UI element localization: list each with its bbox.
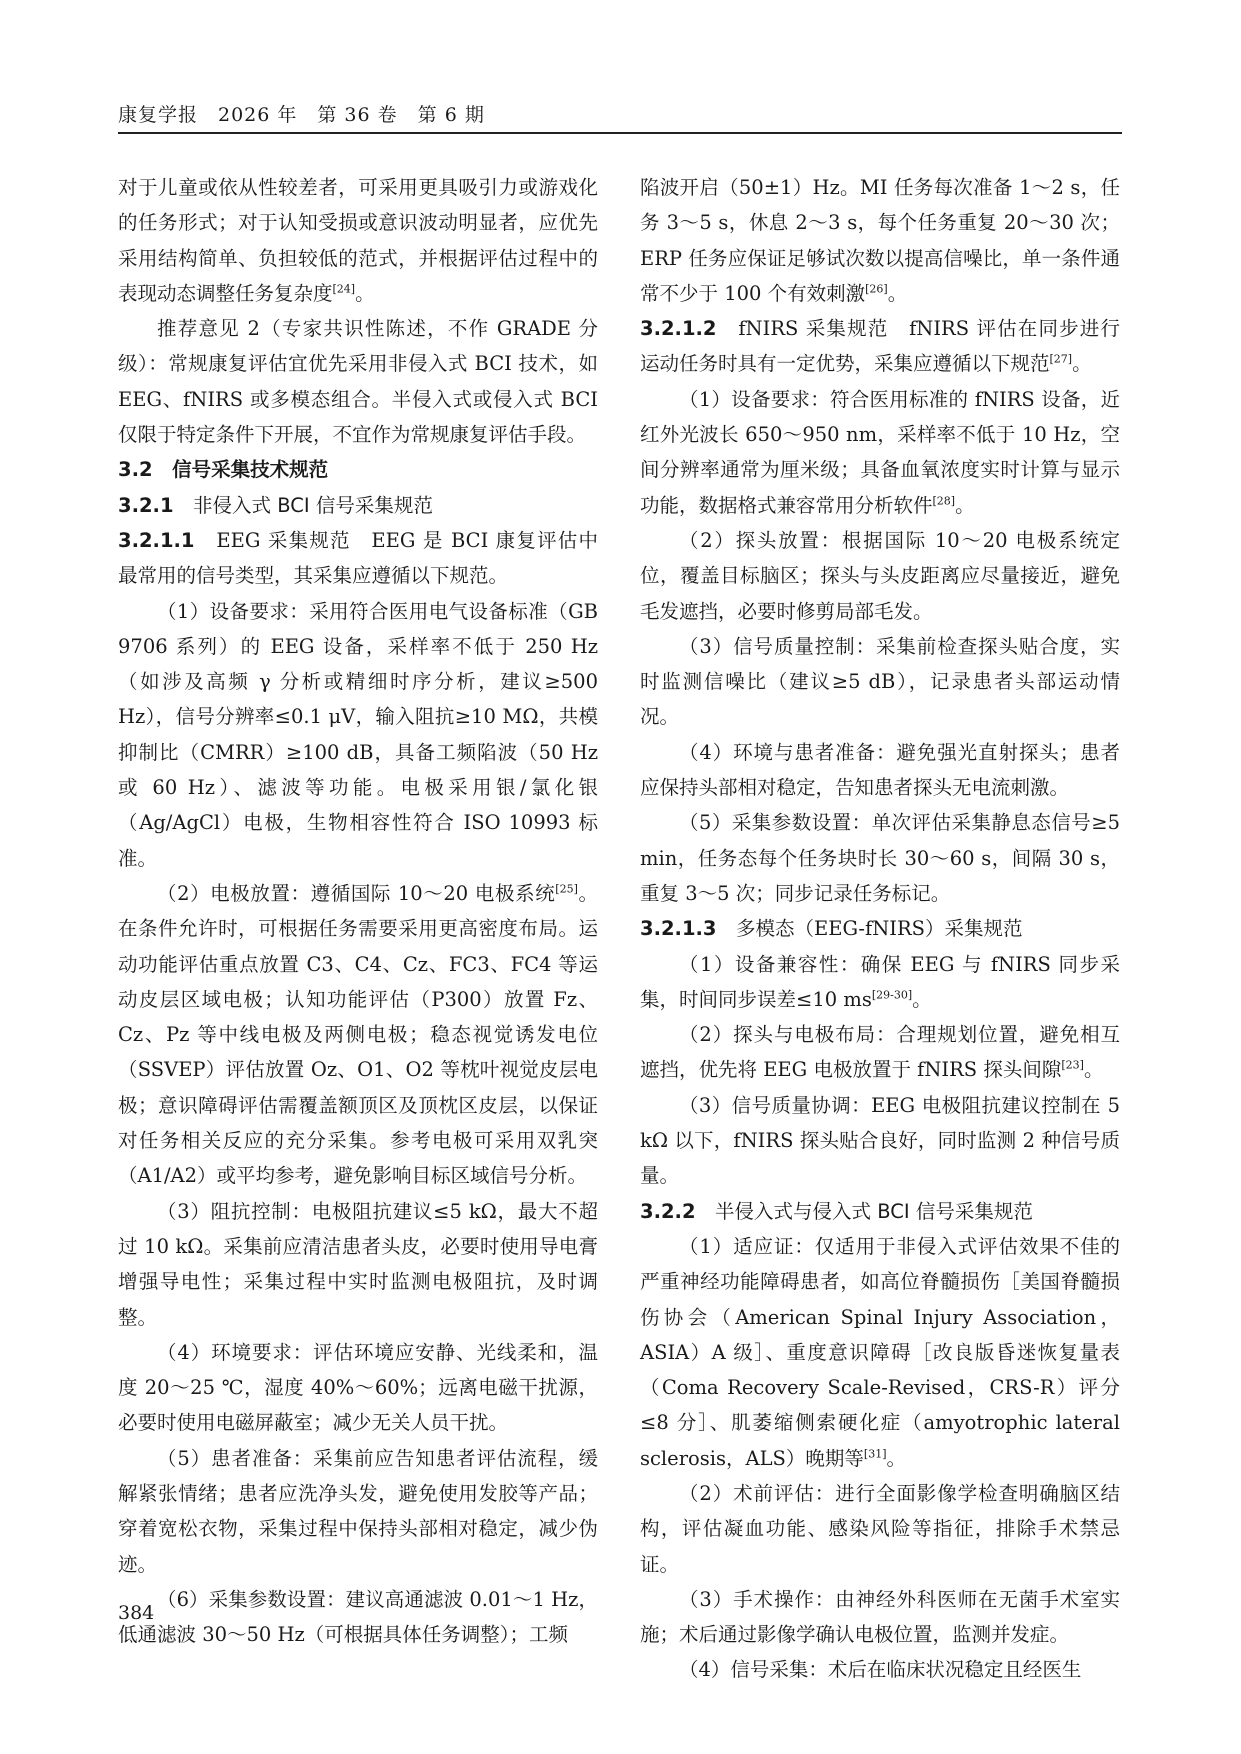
section-heading (118, 452, 598, 487)
subsection-number: 3.2.2 (640, 1199, 696, 1223)
subsubsection-number: 3.2.1.2 (640, 317, 717, 341)
subsubsection-number: 3.2.1.3 (640, 917, 717, 941)
subsection-heading (118, 488, 598, 523)
paragraph-text: （1）设备要求：符合医用标准的 fNIRS 设备，近红外光波长 650～950 nm，采样率不低于 10 Hz，空间分辨率通常为厘米级；具备血氧浓度实时计算与显示功能，数据格式兼容常用分析软件 (640, 387, 1120, 517)
subsubsection-title: 多模态（EEG-fNIRS）采集规范 (736, 917, 1023, 941)
paragraph-text: （2）术前评估：进行全面影像学检查明确脑区结构，评估凝血功能、感染风险等指征，排除手术禁忌证。 (640, 1481, 1120, 1576)
paragraph (640, 1017, 1120, 1088)
paragraph (640, 1652, 1120, 1687)
subsubsection-text: fNIRS 评估在同步进行运动任务时具有一定优势，采集应遵循以下规范 (640, 317, 1120, 376)
paragraph (118, 1194, 598, 1335)
paragraph (640, 523, 1120, 629)
paragraph (640, 805, 1120, 911)
page-number: 384 (118, 1602, 155, 1624)
paragraph-tail: 。 (887, 281, 908, 305)
subsection-heading (640, 1194, 1120, 1229)
subsubsection-heading (640, 911, 1120, 946)
subsection-title: 非侵入式 BCI 信号采集规范 (193, 493, 433, 517)
paragraph-tail: 。 (1072, 352, 1092, 376)
paragraph-text: （5）患者准备：采集前应告知患者评估流程，缓解紧张情绪；患者应洗净头发，避免使用发胶等产品；穿着宽松衣物，采集过程中保持头部相对稳定，减少伪迹。 (118, 1446, 598, 1576)
subsection-title: 半侵入式与侵入式 BCI 信号采集规范 (715, 1199, 1033, 1223)
header-rule (118, 132, 1122, 134)
paragraph (640, 1582, 1120, 1653)
paragraph (640, 629, 1120, 735)
paragraph-text: （5）采集参数设置：单次评估采集静息态信号≥5 min，任务态每个任务块时长 30～60 s，间隔 30 s，重复 3～5 次；同步记录任务标记。 (640, 811, 1120, 905)
paragraph (118, 594, 598, 876)
subsubsection-heading (640, 311, 1120, 382)
paragraph-tail: 。 (355, 281, 375, 305)
citation-ref: [26] (865, 282, 888, 296)
citation-ref: [23] (1061, 1058, 1084, 1072)
paragraph-text: （1）设备要求：采用符合医用电气设备标准（GB 9706 系列）的 EEG 设备，采样率不低于 250 Hz（如涉及高频 γ 分析或精细时序分析，建议≥500 Hz），信号分辨率≤0.1 μV，输入阻抗≥10 MΩ，共模抑制比（CMRR）≥100 dB，具备工频陷波（50 Hz 或 60 Hz）、滤波等功能。电极采用银/氯化银（Ag/AgCl）电极，生物相容性符合 ISO 10993 标准。 (118, 599, 598, 870)
citation-ref: [27] (1049, 352, 1073, 366)
paragraph (640, 1088, 1120, 1194)
paragraph-text: （4）信号采集：术后在临床状况稳定且经医生 (679, 1658, 1082, 1682)
paragraph-text: 陷波开启（50±1）Hz。MI 任务每次准备 1～2 s，任务 3～5 s，休息 2～3 s，每个任务重复 20～30 次；ERP 任务应保证足够试次数以提高信噪比，单一条件通常不少于 100 个有效刺激 (640, 176, 1120, 305)
paragraph-text: （2）探头放置：根据国际 10～20 电极系统定位，覆盖目标脑区；探头与头皮距离应尽量接近，避免毛发遮挡，必要时修剪局部毛发。 (640, 528, 1120, 623)
paragraph-tail: 。 (912, 987, 932, 1011)
paragraph-text: 对于儿童或依从性较差者，可采用更具吸引力或游戏化的任务形式；对于认知受损或意识波动明显者，应优先采用结构简单、负担较低的范式，并根据评估过程中的表现动态调整任务复杂度 (118, 176, 598, 305)
paragraph (640, 382, 1120, 523)
subsubsection-number: 3.2.1.1 (118, 528, 195, 552)
paragraph-text: （6）采集参数设置：建议高通滤波 0.01～1 Hz，低通滤波 30～50 Hz（可根据具体任务调整）；工频 (118, 1587, 598, 1647)
paragraph (118, 170, 598, 311)
right-column (640, 170, 1120, 1688)
paragraph (118, 1335, 598, 1441)
subsubsection-title: EEG 采集规范 (216, 528, 351, 552)
paragraph-text: （4）环境与患者准备：避免强光直射探头；患者应保持头部相对稳定，告知患者探头无电流刺激。 (640, 740, 1120, 800)
paragraph (118, 876, 598, 1194)
citation-ref: [28] (932, 494, 956, 508)
paragraph-text: （3）信号质量控制：采集前检查探头贴合度，实时监测信噪比（建议≥5 dB），记录患者头部运动情况。 (640, 634, 1120, 729)
section-number: 3.2 (118, 458, 153, 482)
paragraph-tail: 。 (886, 1446, 907, 1470)
subsubsection-heading (118, 523, 598, 594)
paragraph (640, 1229, 1120, 1476)
citation-ref: [31] (863, 1447, 887, 1461)
citation-ref: [25] (555, 882, 578, 896)
subsubsection-text: EEG 是 BCI 康复评估中最常用的信号类型，其采集应遵循以下规范。 (118, 528, 598, 588)
section-title: 信号采集技术规范 (172, 458, 329, 482)
paragraph-text: （4）环境要求：评估环境应安静、光线柔和，温度 20～25 ℃，湿度 40%～60%；远离电磁干扰源，必要时使用电磁屏蔽室；减少无关人员干扰。 (118, 1340, 598, 1435)
paragraph-text: （1）设备兼容性：确保 EEG 与 fNIRS 同步采集，时间同步误差≤10 ms (640, 952, 1120, 1011)
paragraph (640, 947, 1120, 1018)
paragraph (118, 1582, 598, 1653)
citation-ref: [24] (332, 282, 356, 296)
paragraph-tail: 。在条件允许时，可根据任务需要采用更高密度布局。运动功能评估重点放置 C3、C4、Cz、FC3、FC4 等运动皮层区域电极；认知功能评估（P300）放置 Fz、Cz、Pz 等中线电极及两侧电极；稳态视觉诱发电位（SSVEP）评估放置 Oz、O1、O2 等枕叶视觉皮层电极；意识障碍评估需覆盖额顶区及顶枕区皮层，以保证对任务相关反应的充分采集。参考电极可采用双乳突（A1/A2）或平均参考，避免影响目标区域信号分析。 (118, 881, 598, 1188)
paragraph (640, 1476, 1120, 1582)
paragraph-text: 推荐意见 2（专家共识性陈述，不作 GRADE 分级）：常规康复评估宜优先采用非侵入式 BCI 技术，如 EEG、fNIRS 或多模态组合。半侵入式或侵入式 BCI 仅限于特定条件下开展，不宜作为常规康复评估手段。 (118, 317, 598, 447)
paragraph-text: （2）探头与电极布局：合理规划位置，避免相互遮挡，优先将 EEG 电极放置于 fNIRS 探头间隙 (640, 1023, 1120, 1082)
paragraph (640, 170, 1120, 311)
paragraph-tail: 。 (955, 493, 975, 517)
running-header: 康复学报 2026 年 第 36 卷 第 6 期 (118, 104, 485, 126)
paragraph-text: （3）阻抗控制：电极阻抗建议≤5 kΩ，最大不超过 10 kΩ。采集前应清洁患者头皮，必要时使用导电膏增强导电性；采集过程中实时监测电极阻抗，及时调整。 (118, 1199, 598, 1329)
paragraph (640, 735, 1120, 806)
left-column (118, 170, 598, 1652)
paragraph (118, 311, 598, 452)
paragraph (118, 1441, 598, 1582)
citation-ref: [29-30] (871, 988, 913, 1002)
paragraph-tail: 。 (1083, 1058, 1104, 1082)
paragraph-text: （3）手术操作：由神经外科医师在无菌手术室实施；术后通过影像学确认电极位置，监测并发症。 (640, 1587, 1120, 1647)
paragraph-text: （1）适应证：仅适用于非侵入式评估效果不佳的严重神经功能障碍患者，如高位脊髓损伤［美国脊髓损伤协会（American Spinal Injury Association，ASIA）A 级］、重度意识障碍［改良版昏迷恢复量表（Coma Recovery Scale-Revised，CRS-R）评分≤8 分］、肌萎缩侧索硬化症（amyotrophic lateral sclerosis，ALS）晚期等 (640, 1234, 1120, 1470)
paragraph-text: （3）信号质量协调：EEG 电极阻抗建议控制在 5 kΩ 以下，fNIRS 探头贴合良好，同时监测 2 种信号质量。 (640, 1093, 1120, 1188)
subsection-number: 3.2.1 (118, 493, 174, 517)
paragraph-text: （2）电极放置：遵循国际 10～20 电极系统 (157, 881, 556, 905)
subsubsection-title: fNIRS 采集规范 (738, 317, 889, 341)
